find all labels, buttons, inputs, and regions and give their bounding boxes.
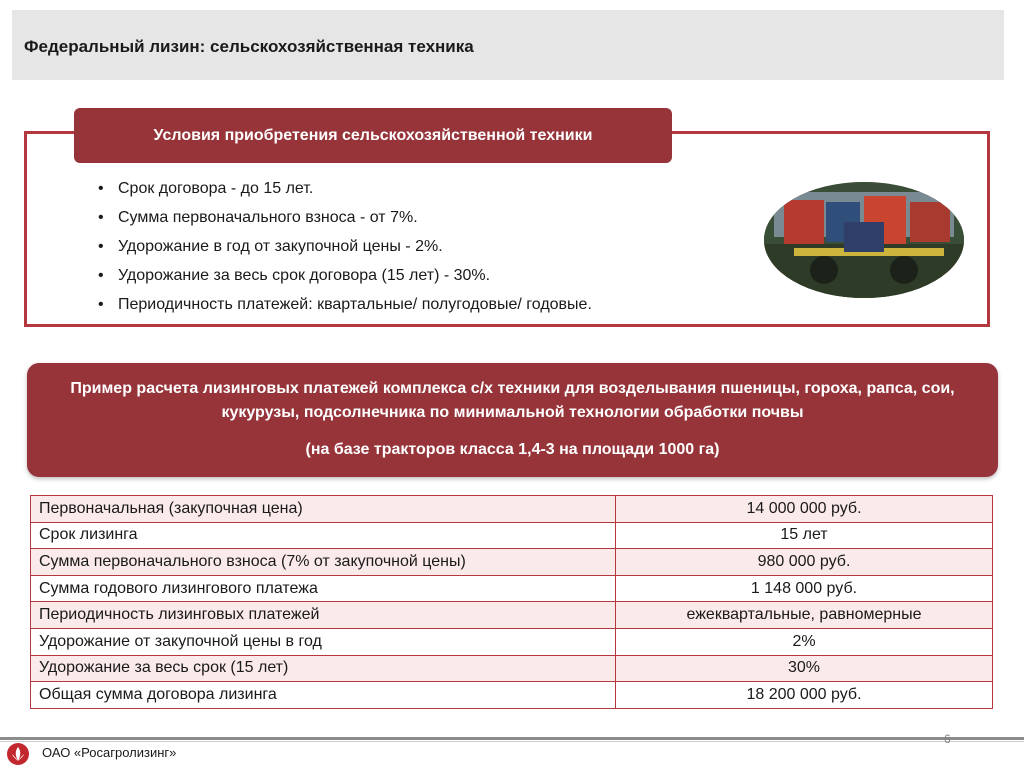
row-value: 2% — [616, 628, 993, 655]
company-name: ОАО «Росагролизинг» — [42, 745, 177, 760]
calculation-table — [30, 495, 993, 709]
page-title: Федеральный лизин: сельскохозяйственная техника — [24, 37, 474, 56]
row-label: Первоначальная (закупочная цена) — [31, 496, 616, 523]
row-label: Удорожание за весь срок (15 лет) — [31, 655, 616, 682]
table-row — [31, 522, 993, 549]
harvester-image-icon — [764, 182, 964, 298]
conditions-list — [98, 174, 592, 319]
list-item: • Периодичность платежей: квартальные/ полугодовые/ годовые. — [98, 290, 592, 319]
row-value: 14 000 000 руб. — [616, 496, 993, 523]
row-label: Общая сумма договора лизинга — [31, 682, 616, 709]
table-row — [31, 496, 993, 523]
table-row — [31, 682, 993, 709]
page-number: 6 — [944, 732, 951, 746]
example-heading: Пример расчета лизинговых платежей комплекса с/х техники для возделывания пшеницы, гороха, рапса, сои, кукурузы, подсолнечника по минимальной технологии обработки почвы — [70, 380, 955, 421]
table-row — [31, 575, 993, 602]
row-value: 30% — [616, 655, 993, 682]
table-row — [31, 628, 993, 655]
row-value: 15 лет — [616, 522, 993, 549]
row-label: Периодичность лизинговых платежей — [31, 602, 616, 629]
list-item: • Срок договора - до 15 лет. — [98, 174, 592, 203]
row-value: 1 148 000 руб. — [616, 575, 993, 602]
list-item: • Удорожание в год от закупочной цены - 2%. — [98, 232, 592, 261]
list-item: • Удорожание за весь срок договора (15 лет) - 30%. — [98, 261, 592, 290]
table-row — [31, 655, 993, 682]
harvester-photo — [764, 182, 964, 298]
company-logo-icon — [6, 742, 30, 766]
row-label: Сумма годового лизингового платежа — [31, 575, 616, 602]
footer-divider — [0, 737, 1024, 740]
header-bar — [12, 10, 1004, 80]
example-banner — [27, 363, 998, 477]
table-row — [31, 549, 993, 576]
row-value: 980 000 руб. — [616, 549, 993, 576]
example-subheading: (на базе тракторов класса 1,4-3 на площади 1000 га) — [305, 441, 720, 458]
row-label: Удорожание от закупочной цены в год — [31, 628, 616, 655]
row-label: Сумма первоначального взноса (7% от закупочной цены) — [31, 549, 616, 576]
footer-divider-thin — [0, 741, 1024, 742]
row-label: Срок лизинга — [31, 522, 616, 549]
list-item: • Сумма первоначального взноса - от 7%. — [98, 203, 592, 232]
row-value: 18 200 000 руб. — [616, 682, 993, 709]
conditions-title: Условия приобретения сельскохозяйственной техники — [74, 108, 672, 163]
table-row — [31, 602, 993, 629]
row-value: ежеквартальные, равномерные — [616, 602, 993, 629]
